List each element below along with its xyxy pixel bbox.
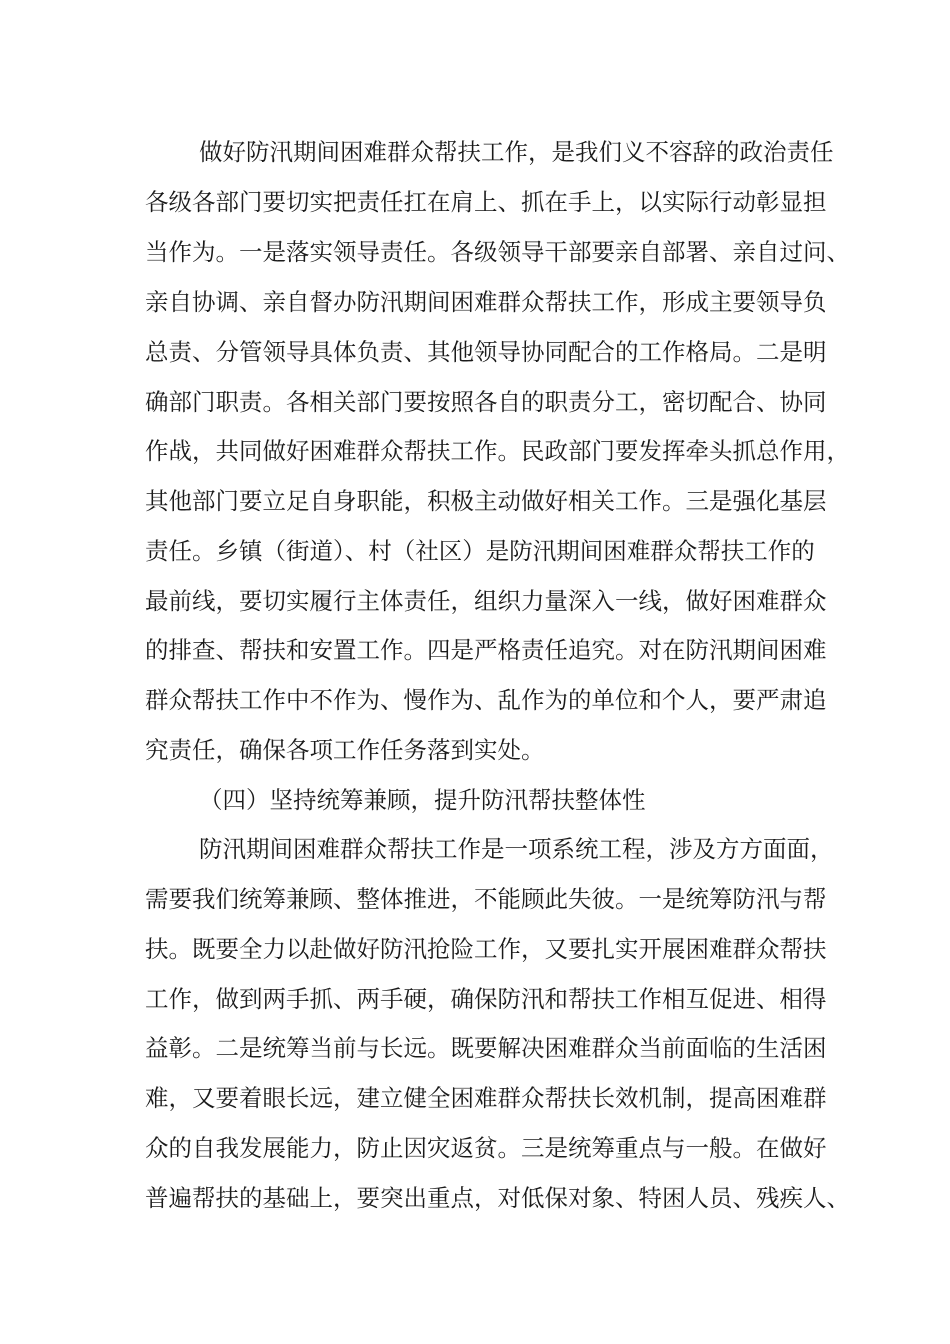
- paragraph-1-line-6: 确部门职责。各相关部门要按照各自的职责分工，密切配合、协同: [145, 388, 827, 416]
- paragraph-1-line-13: 究责任，确保各项工作任务落到实处。: [145, 736, 545, 764]
- paragraph-1-line-5: 总责、分管领导具体负责、其他领导协同配合的工作格局。二是明: [145, 338, 827, 366]
- paragraph-2-line-5: 益彰。二是统筹当前与长远。既要解决困难群众当前面临的生活困: [145, 1034, 827, 1062]
- paragraph-2-line-7: 众的自我发展能力，防止因灾返贫。三是统筹重点与一般。在做好: [145, 1134, 827, 1162]
- paragraph-1-line-12: 群众帮扶工作中不作为、慢作为、乱作为的单位和个人，要严肃追: [145, 686, 827, 714]
- section-heading-4: （四）坚持统筹兼顾，提升防汛帮扶整体性: [199, 786, 646, 814]
- paragraph-2-line-8: 普遍帮扶的基础上，要突出重点，对低保对象、特困人员、残疾人、: [145, 1184, 850, 1212]
- paragraph-1-line-3: 当作为。一是落实领导责任。各级领导干部要亲自部署、亲自过问、: [145, 238, 850, 266]
- paragraph-1-line-2: 各级各部门要切实把责任扛在肩上、抓在手上，以实际行动彰显担: [145, 188, 827, 216]
- paragraph-2-line-6: 难，又要着眼长远，建立健全困难群众帮扶长效机制，提高困难群: [145, 1084, 827, 1112]
- paragraph-2-line-4: 工作，做到两手抓、两手硬，确保防汛和帮扶工作相互促进、相得: [145, 985, 827, 1013]
- paragraph-1-line-1: 做好防汛期间困难群众帮扶工作，是我们义不容辞的政治责任: [199, 138, 834, 166]
- paragraph-1-line-8: 其他部门要立足自身职能，积极主动做好相关工作。三是强化基层: [145, 487, 827, 515]
- paragraph-2-line-1: 防汛期间困难群众帮扶工作是一项系统工程，涉及方方面面，: [199, 835, 834, 863]
- paragraph-1-line-9: 责任。乡镇（街道）、村（社区）是防汛期间困难群众帮扶工作的: [145, 537, 815, 565]
- paragraph-1-line-7: 作战，共同做好困难群众帮扶工作。民政部门要发挥牵头抓总作用，: [145, 437, 850, 465]
- paragraph-2-line-2: 需要我们统筹兼顾、整体推进，不能顾此失彼。一是统筹防汛与帮: [145, 885, 827, 913]
- paragraph-2-line-3: 扶。既要全力以赴做好防汛抢险工作，又要扎实开展困难群众帮扶: [145, 935, 827, 963]
- paragraph-1-line-11: 的排查、帮扶和安置工作。四是严格责任追究。对在防汛期间困难: [145, 636, 827, 664]
- paragraph-1-line-10: 最前线，要切实履行主体责任，组织力量深入一线，做好困难群众: [145, 587, 827, 615]
- paragraph-1-line-4: 亲自协调、亲自督办防汛期间困难群众帮扶工作，形成主要领导负: [145, 288, 827, 316]
